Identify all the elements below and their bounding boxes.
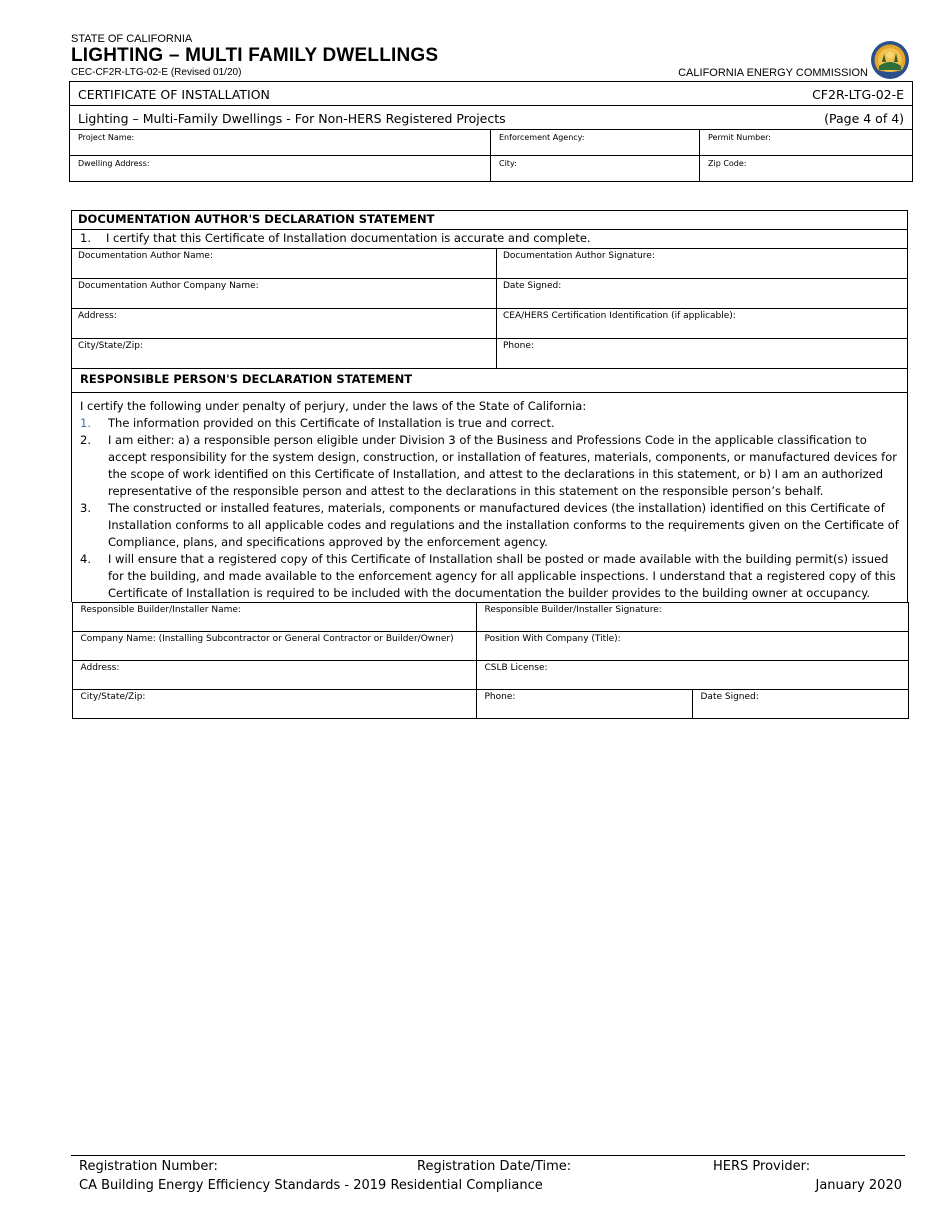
zip-code-field[interactable]: Zip Code:	[700, 156, 913, 182]
author-cea-hers-id-field[interactable]: CEA/HERS Certification Identification (if applicable):	[497, 309, 908, 339]
responsible-phone-field[interactable]: Phone:	[476, 690, 692, 719]
state-label: STATE OF CALIFORNIA	[71, 33, 193, 45]
certificate-title: CERTIFICATE OF INSTALLATION	[78, 87, 270, 102]
hers-provider-label: HERS Provider:	[713, 1159, 811, 1174]
author-city-state-zip-field[interactable]: City/State/Zip:	[72, 339, 497, 369]
position-title-field[interactable]: Position With Company (Title):	[476, 632, 908, 661]
responsible-city-state-zip-field[interactable]: City/State/Zip:	[72, 690, 476, 719]
registration-datetime-label: Registration Date/Time:	[417, 1159, 572, 1174]
permit-number-field[interactable]: Permit Number:	[700, 130, 913, 156]
responsible-intro: I certify the following under penalty of perjury, under the laws of the State of California:	[80, 399, 587, 413]
author-statement-text: I certify that this Certificate of Installation documentation is accurate and complete.	[106, 231, 591, 245]
standards-text: CA Building Energy Efficiency Standards - 2019 Residential Compliance	[79, 1178, 543, 1193]
author-statement	[72, 230, 908, 249]
certification-item-text: The constructed or installed features, materials, components or manufactured devices (the installation) identified on this Certificate of Installation conforms to all applicable codes and regulations and the installation conforms to the requirements given on the Certificate of Compliance, plans, and specifications approved by the enforcement agency.	[108, 501, 899, 549]
certification-item-number: 2.	[80, 433, 91, 447]
form-code: CF2R-LTG-02-E	[812, 87, 905, 102]
author-company-field[interactable]: Documentation Author Company Name:	[72, 279, 497, 309]
commission-name: CALIFORNIA ENERGY COMMISSION	[678, 67, 868, 79]
author-address-field[interactable]: Address:	[72, 309, 497, 339]
certification-item-number: 3.	[80, 501, 91, 515]
certification-item	[80, 432, 899, 500]
builder-name-field[interactable]: Responsible Builder/Installer Name:	[72, 603, 476, 632]
registration-number-label: Registration Number:	[79, 1159, 218, 1174]
energy-commission-seal-icon	[870, 40, 910, 80]
responsible-fields-table	[72, 602, 909, 719]
author-section-heading: DOCUMENTATION AUTHOR'S DECLARATION STATEMENT	[72, 211, 908, 230]
form-revision: CEC-CF2R-LTG-02-E (Revised 01/20)	[71, 67, 242, 78]
responsible-section-heading: RESPONSIBLE PERSON'S DECLARATION STATEMENT	[72, 369, 908, 393]
footer-date: January 2020	[815, 1178, 902, 1193]
enforcement-agency-field[interactable]: Enforcement Agency:	[491, 130, 700, 156]
responsible-date-signed-field[interactable]: Date Signed:	[692, 690, 908, 719]
certification-item	[80, 551, 899, 602]
page-number: (Page 4 of 4)	[824, 111, 905, 126]
cslb-license-field[interactable]: CSLB License:	[476, 661, 908, 690]
responsible-certification-text	[72, 393, 908, 603]
dwelling-address-field[interactable]: Dwelling Address:	[70, 156, 491, 182]
footer-divider	[71, 1155, 905, 1156]
responsible-fields-container	[72, 602, 908, 719]
company-name-field[interactable]: Company Name: (Installing Subcontractor or General Contractor or Builder/Owner)	[72, 632, 476, 661]
responsible-address-field[interactable]: Address:	[72, 661, 476, 690]
subtitle-row	[70, 106, 913, 130]
author-name-field[interactable]: Documentation Author Name:	[72, 249, 497, 279]
page-title: LIGHTING – MULTI FAMILY DWELLINGS	[71, 45, 439, 66]
form-subtitle: Lighting – Multi-Family Dwellings - For Non-HERS Registered Projects	[78, 111, 506, 126]
author-date-signed-field[interactable]: Date Signed:	[497, 279, 908, 309]
certification-item-number: 1.	[80, 416, 91, 430]
author-statement-number: 1.	[80, 231, 91, 245]
author-phone-field[interactable]: Phone:	[497, 339, 908, 369]
declaration-table	[71, 210, 908, 719]
project-name-field[interactable]: Project Name:	[70, 130, 491, 156]
city-field[interactable]: City:	[491, 156, 700, 182]
certification-item-text: The information provided on this Certificate of Installation is true and correct.	[108, 416, 555, 430]
author-signature-field[interactable]: Documentation Author Signature:	[497, 249, 908, 279]
certification-item-number: 4.	[80, 552, 91, 566]
certification-item	[80, 415, 899, 432]
certification-item	[80, 500, 899, 551]
builder-signature-field[interactable]: Responsible Builder/Installer Signature:	[476, 603, 908, 632]
certificate-row	[70, 82, 913, 106]
certification-item-text: I am either: a) a responsible person eligible under Division 3 of the Business and Professions Code in the applicable classification to accept responsibility for the system design, construction, or installation of features, materials, components, or manufactured devices for the scope of work identified on this Certificate of Installation, and attest to the declarations in this statement, or b) I am an authorized representative of the responsible person and attest to the declarations in this statement on the responsible person’s behalf.	[108, 433, 897, 498]
certification-item-text: I will ensure that a registered copy of this Certificate of Installation shall be posted or made available with the building permit(s) issued for the building, and made available to the enforcement agency for all applicable inspections. I understand that a registered copy of this Certificate of Installation is required to be included with the documentation the builder provides to the building owner at occupancy.	[108, 552, 896, 600]
header-table	[69, 81, 913, 182]
